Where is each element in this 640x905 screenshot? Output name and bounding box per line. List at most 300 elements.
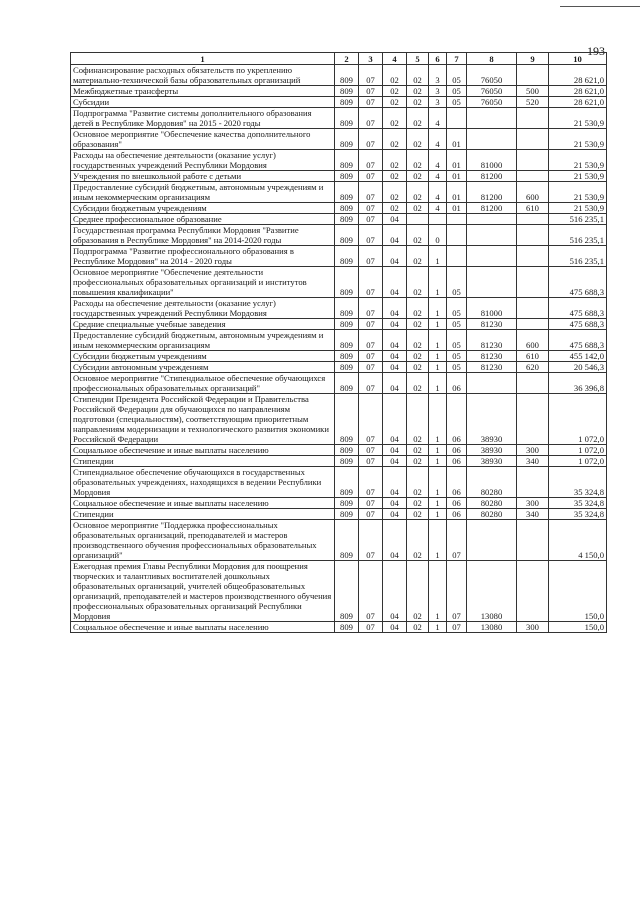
subprogram-code: 1 (429, 622, 447, 633)
amount: 21 530,9 (549, 203, 607, 214)
ministry-code: 809 (335, 298, 359, 319)
subsection-code: 04 (383, 330, 407, 351)
row-name: Предоставление субсидий бюджетным, автономным учреждениям и иным некоммерческим организациям (71, 330, 335, 351)
event-code: 06 (447, 467, 467, 498)
program-code: 02 (407, 622, 429, 633)
table-row (71, 150, 607, 171)
subprogram-code: 4 (429, 150, 447, 171)
section-code: 07 (359, 214, 383, 225)
ministry-code: 809 (335, 267, 359, 298)
row-name: Межбюджетные трансферты (71, 86, 335, 97)
event-code (447, 214, 467, 225)
section-code: 07 (359, 86, 383, 97)
article-code (467, 108, 517, 129)
row-name: Социальное обеспечение и иные выплаты населению (71, 622, 335, 633)
subsection-code: 02 (383, 182, 407, 203)
ministry-code: 809 (335, 362, 359, 373)
row-name: Субсидии (71, 97, 335, 108)
table-body (71, 65, 607, 633)
event-code: 01 (447, 171, 467, 182)
subprogram-code: 1 (429, 373, 447, 394)
expense-type-code (517, 298, 549, 319)
event-code: 05 (447, 298, 467, 319)
expense-type-code (517, 214, 549, 225)
event-code: 05 (447, 319, 467, 330)
event-code: 06 (447, 498, 467, 509)
page-number: 193 (587, 44, 605, 58)
program-code: 02 (407, 298, 429, 319)
ministry-code: 809 (335, 351, 359, 362)
section-code: 07 (359, 246, 383, 267)
event-code: 01 (447, 150, 467, 171)
article-code: 38930 (467, 394, 517, 445)
expense-type-code: 340 (517, 509, 549, 520)
section-code: 07 (359, 622, 383, 633)
row-name: Предоставление субсидий бюджетным, автономным учреждениям и иным некоммерческим организациям (71, 182, 335, 203)
ministry-code: 809 (335, 97, 359, 108)
subsection-code: 04 (383, 467, 407, 498)
ministry-code: 809 (335, 182, 359, 203)
event-code (447, 246, 467, 267)
amount: 150,0 (549, 561, 607, 622)
article-code: 81230 (467, 319, 517, 330)
program-code: 02 (407, 373, 429, 394)
amount: 516 235,1 (549, 214, 607, 225)
subsection-code: 04 (383, 509, 407, 520)
section-code: 07 (359, 394, 383, 445)
program-code: 02 (407, 108, 429, 129)
article-code (467, 214, 517, 225)
article-code: 38930 (467, 445, 517, 456)
section-code: 07 (359, 351, 383, 362)
amount: 475 688,3 (549, 330, 607, 351)
event-code: 05 (447, 267, 467, 298)
table-row (71, 225, 607, 246)
row-name: Подпрограмма "Развитие профессионального образования в Республике Мордовия" на 2014 - 2020 годы (71, 246, 335, 267)
subsection-code: 04 (383, 267, 407, 298)
table-row (71, 171, 607, 182)
amount: 21 530,9 (549, 150, 607, 171)
section-code: 07 (359, 65, 383, 86)
expense-type-code: 300 (517, 445, 549, 456)
event-code: 01 (447, 182, 467, 203)
program-code: 02 (407, 182, 429, 203)
ministry-code: 809 (335, 171, 359, 182)
subprogram-code: 1 (429, 394, 447, 445)
amount: 4 150,0 (549, 520, 607, 561)
row-name: Основное мероприятие "Стипендиальное обеспечение обучающихся профессиональных образовательных организаций" (71, 373, 335, 394)
program-code: 02 (407, 246, 429, 267)
section-code: 07 (359, 267, 383, 298)
subsection-code: 04 (383, 362, 407, 373)
table-row (71, 182, 607, 203)
table-row (71, 65, 607, 86)
subprogram-code: 1 (429, 362, 447, 373)
ministry-code: 809 (335, 467, 359, 498)
expense-type-code: 500 (517, 86, 549, 97)
subsection-code: 04 (383, 351, 407, 362)
program-code: 02 (407, 129, 429, 150)
amount: 1 072,0 (549, 456, 607, 467)
section-code: 07 (359, 467, 383, 498)
section-code: 07 (359, 456, 383, 467)
ministry-code: 809 (335, 622, 359, 633)
article-code (467, 267, 517, 298)
table-row (71, 622, 607, 633)
subsection-code: 04 (383, 498, 407, 509)
program-code: 02 (407, 467, 429, 498)
row-name: Софинансирование расходных обязательств по укреплению материально-технической базы образовательных организаций (71, 65, 335, 86)
table-row (71, 509, 607, 520)
expense-type-code (517, 267, 549, 298)
article-code (467, 246, 517, 267)
expense-type-code (517, 467, 549, 498)
program-code: 02 (407, 498, 429, 509)
amount: 475 688,3 (549, 267, 607, 298)
subprogram-code: 0 (429, 225, 447, 246)
event-code (447, 108, 467, 129)
row-name: Социальное обеспечение и иные выплаты населению (71, 445, 335, 456)
subsection-code: 04 (383, 561, 407, 622)
event-code: 06 (447, 373, 467, 394)
article-code: 80280 (467, 509, 517, 520)
event-code: 06 (447, 394, 467, 445)
amount: 21 530,9 (549, 108, 607, 129)
subprogram-code: 3 (429, 65, 447, 86)
ministry-code: 809 (335, 150, 359, 171)
event-code: 06 (447, 456, 467, 467)
event-code: 01 (447, 203, 467, 214)
ministry-code: 809 (335, 520, 359, 561)
row-name: Расходы на обеспечение деятельности (оказание услуг) государственных учреждений Республики Мордовия (71, 150, 335, 171)
ministry-code: 809 (335, 445, 359, 456)
subprogram-code: 1 (429, 246, 447, 267)
subsection-code: 04 (383, 214, 407, 225)
col-header-9: 9 (517, 53, 549, 65)
subsection-code: 04 (383, 445, 407, 456)
expense-type-code (517, 108, 549, 129)
expense-type-code: 600 (517, 182, 549, 203)
subsection-code: 02 (383, 150, 407, 171)
table-row (71, 445, 607, 456)
subprogram-code: 4 (429, 203, 447, 214)
subprogram-code: 4 (429, 171, 447, 182)
row-name: Субсидии бюджетным учреждениям (71, 351, 335, 362)
ministry-code: 809 (335, 561, 359, 622)
article-code: 76050 (467, 65, 517, 86)
program-code: 02 (407, 561, 429, 622)
subprogram-code: 1 (429, 319, 447, 330)
table-row (71, 520, 607, 561)
subprogram-code (429, 214, 447, 225)
section-code: 07 (359, 97, 383, 108)
subsection-code: 04 (383, 373, 407, 394)
event-code: 05 (447, 97, 467, 108)
table-row (71, 267, 607, 298)
amount: 475 688,3 (549, 319, 607, 330)
amount: 475 688,3 (549, 298, 607, 319)
expense-type-code: 620 (517, 362, 549, 373)
subsection-code: 02 (383, 108, 407, 129)
subprogram-code: 4 (429, 182, 447, 203)
row-name: Государственная программа Республики Мордовия "Развитие образования в Республике Мордовия" на 2014-2020 годы (71, 225, 335, 246)
program-code: 02 (407, 65, 429, 86)
article-code: 80280 (467, 498, 517, 509)
subprogram-code: 1 (429, 509, 447, 520)
expense-type-code (517, 561, 549, 622)
program-code (407, 214, 429, 225)
expense-type-code (517, 129, 549, 150)
row-name: Стипендии (71, 456, 335, 467)
section-code: 07 (359, 498, 383, 509)
ministry-code: 809 (335, 498, 359, 509)
program-code: 02 (407, 97, 429, 108)
event-code (447, 225, 467, 246)
event-code: 06 (447, 509, 467, 520)
subsection-code: 02 (383, 129, 407, 150)
section-code: 07 (359, 108, 383, 129)
row-name: Учреждения по внешкольной работе с детьми (71, 171, 335, 182)
subsection-code: 02 (383, 86, 407, 97)
row-name: Основное мероприятие "Обеспечение деятельности профессиональных образовательных организаций и институтов повышения квалификации" (71, 267, 335, 298)
row-name: Среднее профессиональное образование (71, 214, 335, 225)
article-code: 76050 (467, 97, 517, 108)
subprogram-code: 1 (429, 330, 447, 351)
subprogram-code: 1 (429, 351, 447, 362)
table-row (71, 351, 607, 362)
program-code: 02 (407, 171, 429, 182)
article-code: 13080 (467, 561, 517, 622)
col-header-6: 6 (429, 53, 447, 65)
amount: 28 621,0 (549, 65, 607, 86)
section-code: 07 (359, 373, 383, 394)
event-code: 06 (447, 445, 467, 456)
row-name: Стипендии Президента Российской Федерации и Правительства Российской Федерации для обучающихся по направлениям подготовки (специальностям), соответствующим приоритетным направлениям модернизации и технологического развития экономики Российской Федерации (71, 394, 335, 445)
article-code: 81230 (467, 351, 517, 362)
table-row (71, 203, 607, 214)
amount: 36 396,8 (549, 373, 607, 394)
ministry-code: 809 (335, 214, 359, 225)
ministry-code: 809 (335, 319, 359, 330)
program-code: 02 (407, 362, 429, 373)
expense-type-code: 300 (517, 498, 549, 509)
row-name: Субсидии автономным учреждениям (71, 362, 335, 373)
amount: 35 324,8 (549, 498, 607, 509)
subprogram-code: 1 (429, 520, 447, 561)
section-code: 07 (359, 330, 383, 351)
article-code (467, 373, 517, 394)
table-row (71, 373, 607, 394)
subsection-code: 02 (383, 97, 407, 108)
amount: 150,0 (549, 622, 607, 633)
expense-type-code (517, 373, 549, 394)
subprogram-code: 1 (429, 267, 447, 298)
subsection-code: 04 (383, 394, 407, 445)
col-header-7: 7 (447, 53, 467, 65)
program-code: 02 (407, 509, 429, 520)
ministry-code: 809 (335, 373, 359, 394)
top-edge-line (560, 6, 640, 7)
expense-type-code: 520 (517, 97, 549, 108)
article-code: 76050 (467, 86, 517, 97)
table-row (71, 298, 607, 319)
section-code: 07 (359, 362, 383, 373)
amount: 516 235,1 (549, 225, 607, 246)
ministry-code: 809 (335, 330, 359, 351)
subsection-code: 02 (383, 203, 407, 214)
event-code: 05 (447, 86, 467, 97)
amount: 21 530,9 (549, 171, 607, 182)
section-code: 07 (359, 561, 383, 622)
table-row (71, 246, 607, 267)
ministry-code: 809 (335, 456, 359, 467)
table-row (71, 86, 607, 97)
article-code (467, 520, 517, 561)
expense-type-code: 610 (517, 203, 549, 214)
event-code: 01 (447, 129, 467, 150)
section-code: 07 (359, 509, 383, 520)
program-code: 02 (407, 394, 429, 445)
amount: 35 324,8 (549, 509, 607, 520)
section-code: 07 (359, 182, 383, 203)
amount: 21 530,9 (549, 182, 607, 203)
subsection-code: 02 (383, 65, 407, 86)
amount: 35 324,8 (549, 467, 607, 498)
event-code: 05 (447, 351, 467, 362)
expense-type-code: 600 (517, 330, 549, 351)
subprogram-code: 4 (429, 108, 447, 129)
ministry-code: 809 (335, 86, 359, 97)
article-code: 81200 (467, 203, 517, 214)
event-code: 07 (447, 520, 467, 561)
col-header-10: 10 (549, 53, 607, 65)
col-header-8: 8 (467, 53, 517, 65)
ministry-code: 809 (335, 394, 359, 445)
program-code: 02 (407, 330, 429, 351)
article-code (467, 129, 517, 150)
section-code: 07 (359, 150, 383, 171)
ministry-code: 809 (335, 225, 359, 246)
subsection-code: 04 (383, 246, 407, 267)
article-code: 81000 (467, 150, 517, 171)
article-code: 81000 (467, 298, 517, 319)
expense-type-code (517, 150, 549, 171)
table-row (71, 129, 607, 150)
amount: 28 621,0 (549, 97, 607, 108)
header-row (71, 53, 607, 65)
table-row (71, 362, 607, 373)
subprogram-code: 1 (429, 498, 447, 509)
col-header-4: 4 (383, 53, 407, 65)
col-header-5: 5 (407, 53, 429, 65)
section-code: 07 (359, 445, 383, 456)
subsection-code: 04 (383, 319, 407, 330)
event-code: 07 (447, 561, 467, 622)
article-code: 81200 (467, 171, 517, 182)
subprogram-code: 3 (429, 86, 447, 97)
table-row (71, 330, 607, 351)
expense-type-code: 300 (517, 622, 549, 633)
amount: 21 530,9 (549, 129, 607, 150)
expense-type-code: 610 (517, 351, 549, 362)
expense-type-code (517, 319, 549, 330)
expense-type-code (517, 246, 549, 267)
ministry-code: 809 (335, 108, 359, 129)
program-code: 02 (407, 445, 429, 456)
expense-type-code: 340 (517, 456, 549, 467)
program-code: 02 (407, 203, 429, 214)
article-code: 13080 (467, 622, 517, 633)
subsection-code: 04 (383, 456, 407, 467)
event-code: 05 (447, 65, 467, 86)
program-code: 02 (407, 456, 429, 467)
table-row (71, 97, 607, 108)
subprogram-code: 3 (429, 97, 447, 108)
subsection-code: 04 (383, 225, 407, 246)
subsection-code: 04 (383, 298, 407, 319)
section-code: 07 (359, 319, 383, 330)
subprogram-code: 1 (429, 467, 447, 498)
table-row (71, 561, 607, 622)
section-code: 07 (359, 129, 383, 150)
program-code: 02 (407, 225, 429, 246)
program-code: 02 (407, 351, 429, 362)
row-name: Основное мероприятие "Поддержка профессиональных образовательных организаций, преподавателей и мастеров производственного обучения профессиональных образовательных организаций" (71, 520, 335, 561)
amount: 1 072,0 (549, 394, 607, 445)
row-name: Стипендии (71, 509, 335, 520)
article-code: 38930 (467, 456, 517, 467)
program-code: 02 (407, 520, 429, 561)
amount: 20 546,3 (549, 362, 607, 373)
subsection-code: 04 (383, 520, 407, 561)
table-row (71, 108, 607, 129)
row-name: Ежегодная премия Главы Республики Мордовия для поощрения творческих и талантливых воспитателей дошкольных образовательных организаций, учителей общеобразовательных организаций, преподавателей и мастеров производственного обучения профессиональных образовательных организаций Республики Мордовия (71, 561, 335, 622)
amount: 516 235,1 (549, 246, 607, 267)
row-name: Подпрограмма "Развитие системы дополнительного образования детей в Республике Мордовия" на 2015 - 2020 годы (71, 108, 335, 129)
col-header-2: 2 (335, 53, 359, 65)
section-code: 07 (359, 225, 383, 246)
expense-type-code (517, 171, 549, 182)
table-row (71, 456, 607, 467)
article-code: 81230 (467, 330, 517, 351)
amount: 1 072,0 (549, 445, 607, 456)
row-name: Субсидии бюджетным учреждениям (71, 203, 335, 214)
expense-type-code (517, 520, 549, 561)
subprogram-code: 1 (429, 445, 447, 456)
amount: 28 621,0 (549, 86, 607, 97)
row-name: Стипендиальное обеспечение обучающихся в государственных образовательных учреждениях, находящихся в ведении Республики Мордовия (71, 467, 335, 498)
event-code: 05 (447, 362, 467, 373)
table-row (71, 394, 607, 445)
program-code: 02 (407, 86, 429, 97)
ministry-code: 809 (335, 203, 359, 214)
table-row (71, 214, 607, 225)
subprogram-code: 1 (429, 298, 447, 319)
expense-type-code (517, 394, 549, 445)
article-code (467, 225, 517, 246)
amount: 455 142,0 (549, 351, 607, 362)
expense-type-code (517, 65, 549, 86)
expense-type-code (517, 225, 549, 246)
article-code: 80280 (467, 467, 517, 498)
budget-table (70, 52, 607, 633)
article-code: 81200 (467, 182, 517, 203)
ministry-code: 809 (335, 246, 359, 267)
subprogram-code: 4 (429, 129, 447, 150)
event-code: 07 (447, 622, 467, 633)
col-header-1: 1 (71, 53, 335, 65)
ministry-code: 809 (335, 65, 359, 86)
